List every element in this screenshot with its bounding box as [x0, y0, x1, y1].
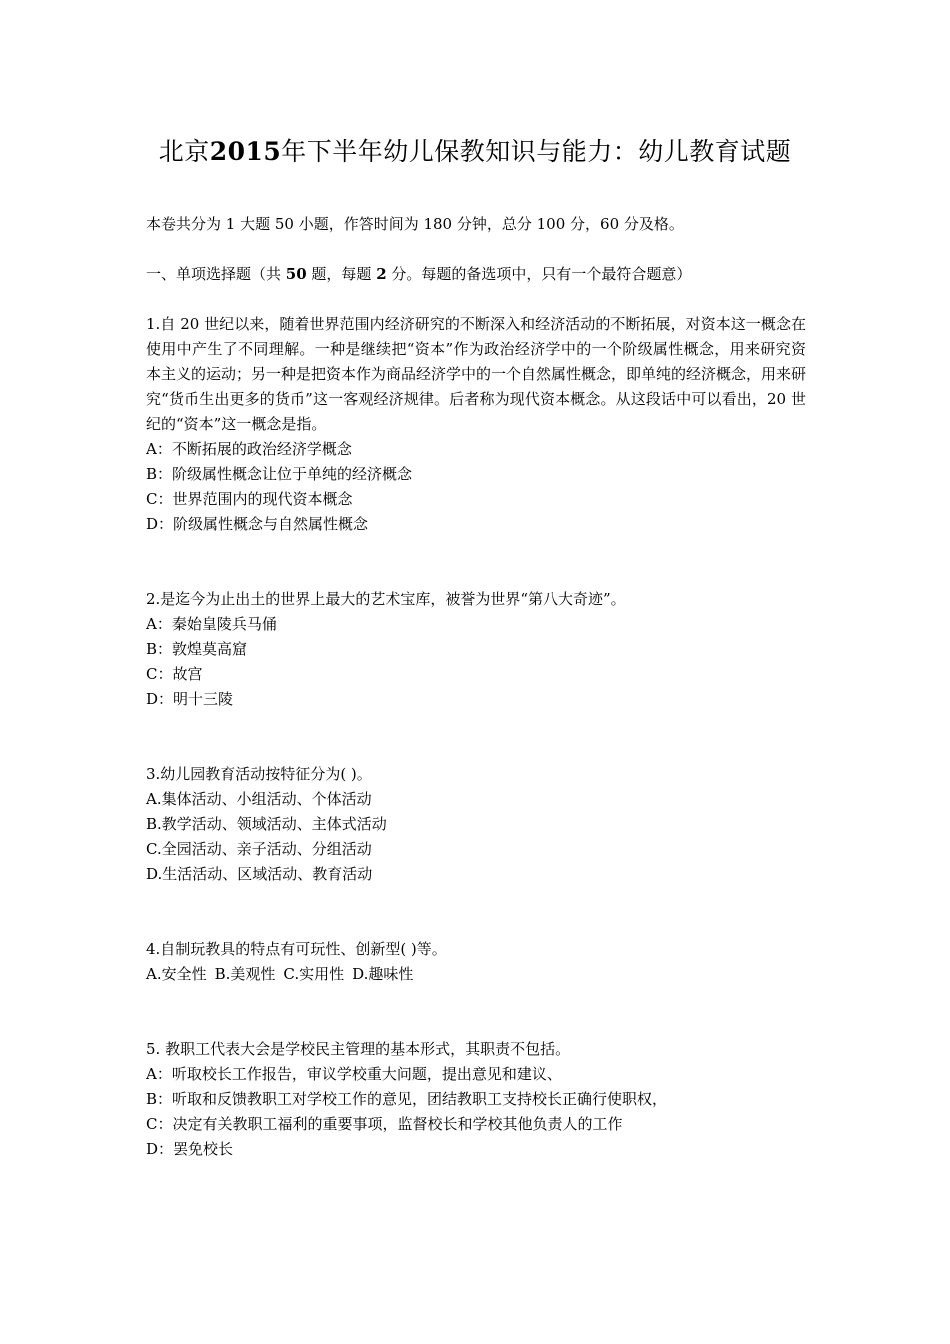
- section-heading: [146, 262, 806, 287]
- question-4: [146, 937, 806, 987]
- option-a: A：秦始皇陵兵马俑: [146, 615, 277, 633]
- option-b: B：敦煌莫高窟: [146, 640, 248, 658]
- section-points: 2: [376, 265, 387, 283]
- option-d: D：明十三陵: [146, 690, 234, 708]
- question-stem: 5. 教职工代表大会是学校民主管理的基本形式，其职责不包括。: [146, 1040, 571, 1058]
- option-b: B.美观性: [214, 965, 276, 983]
- question-3: [146, 762, 806, 887]
- inline-options: [146, 962, 806, 987]
- question-5: [146, 1037, 806, 1162]
- section-heading-part: 一、单项选择题（共: [146, 265, 286, 283]
- section-heading-part: 分。每题的备选项中，只有一个最符合题意）: [386, 265, 692, 283]
- option-a: A.安全性: [146, 965, 207, 983]
- option-c: C.全园活动、亲子活动、分组活动: [146, 840, 372, 858]
- question-stem: 1.自 20 世纪以来，随着世界范围内经济研究的不断深入和经济活动的不断拓展，对资本这一概念在使用中产生了不同理解。一种是继续把“资本”作为政治经济学中的一个阶级属性概念，用来研究资本主义的运动；另一种是把资本作为商品经济学中的一个自然属性概念，即单纯的经济概念，用来研究“货币生出更多的货币”这一客观经济规律。后者称为现代资本概念。从这段话中可以看出，20 世纪的“资本”这一概念是指。: [146, 315, 807, 433]
- question-stem: 3.幼儿园教育活动按特征分为( )。: [146, 765, 372, 783]
- question-1: [146, 312, 806, 537]
- option-a: A.集体活动、小组活动、个体活动: [146, 790, 372, 808]
- title-suffix: 年下半年幼儿保教知识与能力：幼儿教育试题: [281, 137, 792, 166]
- option-c: C：世界范围内的现代资本概念: [146, 490, 353, 508]
- option-b: B.教学活动、领域活动、主体式活动: [146, 815, 387, 833]
- section-question-count: 50: [285, 265, 307, 283]
- option-a: A：听取校长工作报告，审议学校重大问题，提出意见和建议、: [146, 1065, 562, 1083]
- document-body: [146, 212, 806, 1212]
- option-c: C：故宫: [146, 665, 203, 683]
- title-year: 2015: [209, 137, 282, 166]
- question-2: [146, 587, 806, 712]
- option-d: D：罢免校长: [146, 1140, 234, 1158]
- question-stem: 4.自制玩教具的特点有可玩性、创新型( )等。: [146, 940, 447, 958]
- option-d: D.生活活动、区域活动、教育活动: [146, 865, 373, 883]
- title-prefix: 北京: [158, 137, 210, 166]
- question-stem: 2.是迄今为止出土的世界上最大的艺术宝库，被誉为世界“第八大奇迹”。: [146, 590, 626, 608]
- option-c: C：决定有关教职工福利的重要事项，监督校长和学校其他负责人的工作: [146, 1115, 623, 1133]
- option-b: B：阶级属性概念让位于单纯的经济概念: [146, 465, 413, 483]
- option-d: D.趣味性: [352, 965, 414, 983]
- section-heading-part: 题，每题: [306, 265, 377, 283]
- exam-intro: 本卷共分为 1 大题 50 小题，作答时间为 180 分钟，总分 100 分，60 分及格。: [146, 215, 684, 233]
- option-d: D：阶级属性概念与自然属性概念: [146, 515, 369, 533]
- document-title: [0, 134, 950, 170]
- option-c: C.实用性: [283, 965, 345, 983]
- option-a: A：不断拓展的政治经济学概念: [146, 440, 352, 458]
- option-b: B：听取和反馈教职工对学校工作的意见，团结教职工支持校长正确行使职权，: [146, 1090, 668, 1108]
